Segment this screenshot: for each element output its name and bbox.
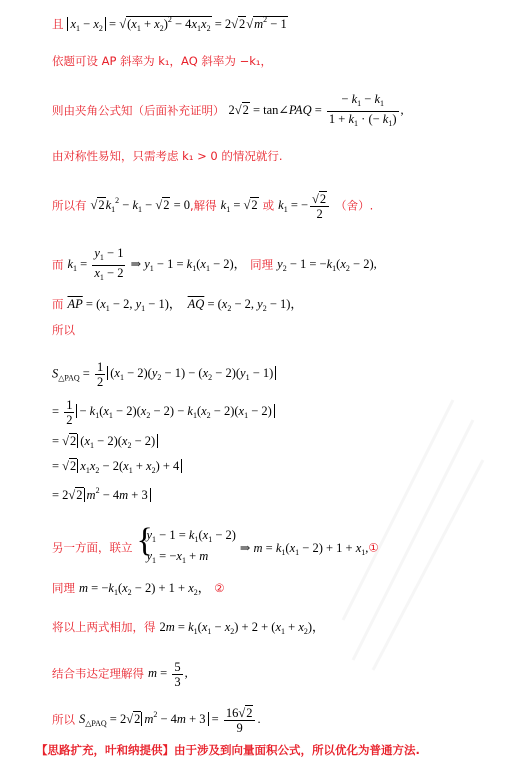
line-7: 而 $\overline{AP} = (x_1 - 2$, $y_1 - 1$)， $\overline{AQ} = (x_2 - 2$, $y_2 - 1$)， bbox=[52, 297, 303, 313]
line-2: 依题可设 AP 斜率为 k₁，AQ 斜率为 −k₁， bbox=[52, 54, 272, 68]
line-15-suffix: ② bbox=[214, 581, 225, 595]
line-15-prefix: 同理 bbox=[52, 581, 75, 595]
line-17: 结合韦达定理解得 m = $\frac{5}{3}$ , bbox=[52, 660, 188, 689]
system-brace: { $y_1 - 1 = k_1(x_1 - 2)$ $y_1 = -x_1 + m$ bbox=[136, 527, 235, 569]
footer-note: 【思路扩充，叶和纳提供】由于涉及到向量面积公式，所以优化为普通方法. bbox=[36, 743, 420, 757]
line-6: 而 $k_1$ = $\frac{y_1 - 1}{x_1 - 2}$ ⇒ $y_1 - 1 = k_1(x_1 - 2)$， 同理 $y_2 - 1 = -k_1(x_2 - 2)$, bbox=[52, 246, 377, 282]
line-15: 同理 $m = -k_1(x_2 - 2) + 1 + x_2$， ② bbox=[52, 581, 225, 597]
line-16-prefix: 将以上两式相加，得 bbox=[52, 620, 156, 634]
line-13: = 2√2 $m^2 - 4m + 3$ bbox=[52, 483, 151, 503]
line-11: = √2 $(x_1 - 2)(x_2 - 2)$ bbox=[52, 433, 158, 454]
line-14-prefix: 另一方面，联立 bbox=[52, 540, 133, 555]
line-1 bbox=[52, 12, 288, 37]
line-5: 所以有 $√2k_1^2 - k_1 - √2 = 0$,解得 $k_1 = √2$ 或 $k_1$ = − $\frac{√2}{2}$ （舍）. bbox=[52, 192, 374, 221]
line-18-prefix: 所以 bbox=[52, 712, 75, 727]
line-16: 将以上两式相加，得 $2m = k_1(x_1 - x_2) + 2 + (x_1 + x_2)$， bbox=[52, 620, 325, 636]
line-5-prefix: 所以有 bbox=[52, 198, 87, 213]
line-5-suffix: （舍）. bbox=[335, 198, 374, 213]
watermark-graphic bbox=[333, 380, 493, 680]
line-9: $S_{\triangle PAQ}$ = $\frac{1}{2}$ $(x_1 - 2)(y_2 - 1) - (x_2 - 2)(y_1 - 1)$ bbox=[52, 360, 276, 389]
line-5-mid: ,解得 bbox=[190, 198, 217, 213]
line-18: 所以 $S_{\triangle PAQ} = 2√2$ $m^2 - 4m + 3$ = $\frac{16√2}{9}$ . bbox=[52, 706, 261, 735]
line-4: 由对称性易知，只需考虑 k₁ > 0 的情况就行. bbox=[52, 149, 283, 163]
line-12: = √2 $x_1x_2 - 2(x_1 + x_2) + 4$ bbox=[52, 458, 182, 479]
line-14-suffix: ① bbox=[368, 540, 379, 555]
line-7-prefix: 而 bbox=[52, 297, 64, 311]
line-5-or: 或 bbox=[262, 198, 275, 213]
line-17-prefix: 结合韦达定理解得 bbox=[52, 666, 144, 681]
line-6-prefix: 而 bbox=[52, 257, 64, 272]
line-14: 另一方面，联立 { $y_1 - 1 = k_1(x_1 - 2)$ $y_1 = -x_1 + m$ ⇒ $m = k_1(x_1 - 2) + 1$ + $x_1,①$ bbox=[52, 527, 379, 569]
line-6-mid: 同理 bbox=[250, 257, 274, 272]
line-3-prefix: 则由夹角公式知（后面补充证明） bbox=[52, 103, 225, 118]
line-8: 所以 bbox=[52, 323, 75, 337]
line-3: 则由夹角公式知（后面补充证明） 2√2 = tan∠PAQ = $\frac{- k_1 - k_1}{1 + k_1 \cdot (- k_1)}$ , bbox=[52, 92, 404, 128]
line-1-formula: $x_1 - x_2 = √(x_1 + x_2)^2 - 4x_1x_2 = 2√2√m^2 - 1$ bbox=[67, 16, 287, 31]
line-10: = $\frac{1}{2}$ − $k_1(x_1 - 2)(x_2 - 2) - k_1(x_2 - 2)(x_1 - 2)$ bbox=[52, 398, 275, 427]
line-1-prefix: 且 bbox=[52, 17, 64, 31]
